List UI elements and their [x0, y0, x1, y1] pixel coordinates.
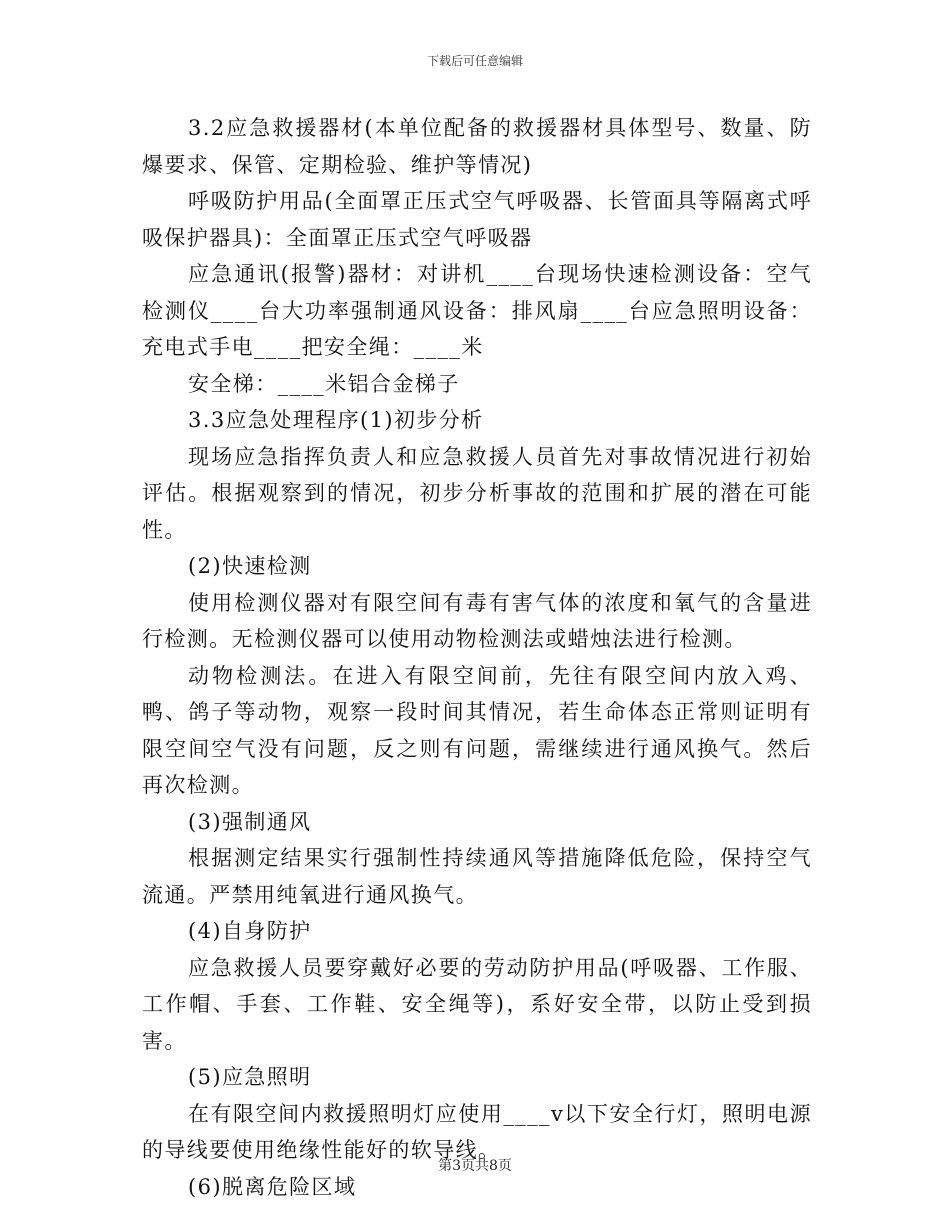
respiratory-protection-paragraph: 呼吸防护用品(全面罩正压式空气呼吸器、长管面具等隔离式呼吸保护器具)：全面罩正压式空气呼吸器 — [142, 189, 812, 250]
forced-ventilation-heading: (3)强制通风 — [188, 809, 312, 834]
safety-ladder-paragraph: 安全梯：____米铝合金梯子 — [188, 371, 460, 396]
emergency-lighting-heading: (5)应急照明 — [188, 1065, 312, 1089]
self-protection-paragraph: 应急救援人员要穿戴好必要的劳动防护用品(呼吸器、工作服、工作帽、手套、工作鞋、安全绳等)，系好安全带，以防止受到损害。 — [142, 955, 812, 1053]
rapid-detection-heading: (2)快速检测 — [188, 554, 312, 578]
animal-detection-paragraph: 动物检测法。在进入有限空间前，先往有限空间内放入鸡、鸭、鸽子等动物，观察一段时间其情况，若生命体态正常则证明有限空间空气没有问题，反之则有问题，需继续进行通风换气。然后再次检测。 — [142, 663, 812, 797]
section-3-3-heading: 3.3应急处理程序(1)初步分析 — [188, 408, 484, 432]
document-body — [142, 110, 812, 1205]
forced-ventilation-paragraph: 根据测定结果实行强制性持续通风等措施降低危险，保持空气流通。严禁用纯氧进行通风换气。 — [142, 846, 812, 907]
emergency-lighting-paragraph: 在有限空间内救援照明灯应使用____v以下安全行灯，照明电源的导线要使用绝缘性能好的软导线。 — [142, 1101, 812, 1162]
equipment-list-paragraph: 应急通讯(报警)器材：对讲机____台现场快速检测设备：空气检测仪____台大功率强制通风设备：排风扇____台应急照明设备：充电式手电____把安全绳：____米 — [142, 262, 812, 359]
rapid-detection-paragraph: 使用检测仪器对有限空间有毒有害气体的浓度和氧气的含量进行检测。无检测仪器可以使用动物检测法或蜡烛法进行检测。 — [142, 590, 812, 651]
self-protection-heading: (4)自身防护 — [188, 919, 312, 943]
leave-danger-zone-heading: (6)脱离危险区域 — [188, 1174, 357, 1199]
section-3-2-heading: 3.2应急救援器材(本单位配备的救援器材具体型号、数量、防爆要求、保管、定期检验、维护等情况) — [142, 116, 812, 177]
page-number: 第3页共8页 — [438, 1158, 512, 1174]
initial-analysis-paragraph: 现场应急指挥负责人和应急救援人员首先对事故情况进行初始评估。根据观察到的情况，初步分析事故的范围和扩展的潜在可能性。 — [142, 444, 812, 542]
page-header-note: 下载后可任意编辑 — [426, 54, 523, 68]
